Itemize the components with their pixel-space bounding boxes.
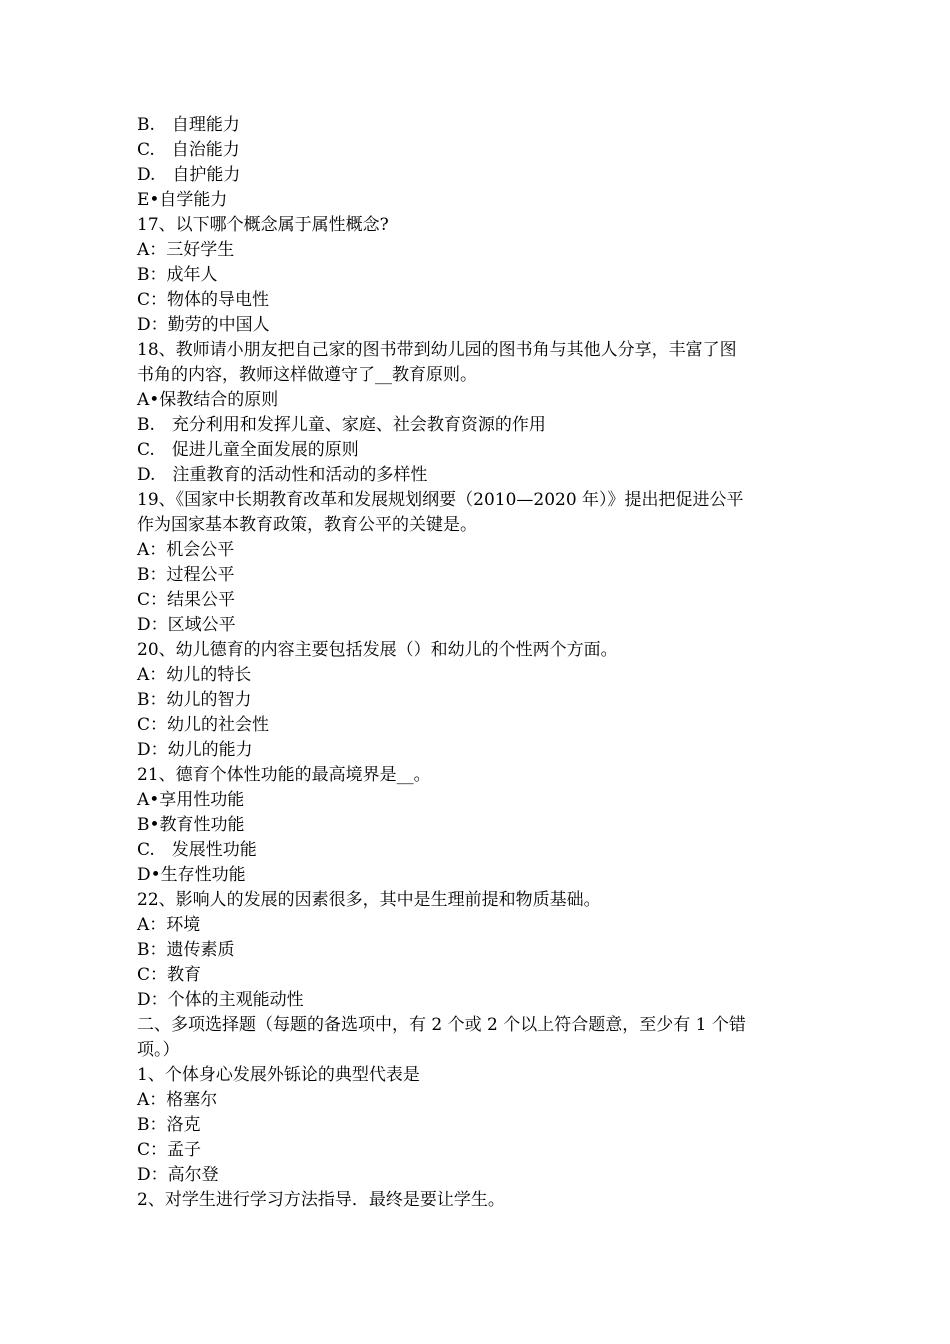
question-21: 21、德育个体性功能的最高境界是__。 xyxy=(137,765,431,785)
text-line: B：遗传素质 xyxy=(137,940,235,960)
question-17: 17、以下哪个概念属于属性概念? xyxy=(137,215,389,235)
text-line: D：区域公平 xyxy=(137,615,236,635)
text-line: C：教育 xyxy=(137,965,202,985)
document-text-body xyxy=(137,113,817,1213)
text-line: C. 自治能力 xyxy=(137,140,240,160)
text-line: D：勤劳的中国人 xyxy=(137,315,270,335)
text-line: C：结果公平 xyxy=(137,590,236,610)
text-line: A：环境 xyxy=(137,915,201,935)
question-18: 18、教师请小朋友把自己家的图书带到幼儿园的图书角与其他人分享，丰富了图 xyxy=(137,340,737,360)
text-line: C. 发展性功能 xyxy=(137,840,257,860)
section-heading-multiple-choice: 二、多项选择题（每题的备选项中，有 2 个或 2 个以上符合题意，至少有 1 个错 xyxy=(137,1015,746,1035)
text-line: B. 充分利用和发挥儿童、家庭、社会教育资源的作用 xyxy=(137,415,546,435)
text-line: C：幼儿的社会性 xyxy=(137,715,270,735)
text-line: D：高尔登 xyxy=(137,1165,219,1185)
question-19: 19、《国家中长期教育改革和发展规划纲要（2010—2020 年）》提出把促进公平 xyxy=(137,490,744,510)
text-line: B：成年人 xyxy=(137,265,218,285)
text-line: B. 自理能力 xyxy=(137,115,240,135)
text-line: 作为国家基本教育政策，教育公平的关键是。 xyxy=(137,515,477,535)
text-line: D•生存性功能 xyxy=(137,865,246,885)
text-line: 项。） xyxy=(137,1040,180,1060)
text-line: A：三好学生 xyxy=(137,240,235,260)
text-line: B：幼儿的智力 xyxy=(137,690,252,710)
text-line: B•教育性功能 xyxy=(137,815,245,835)
text-line: C. 促进儿童全面发展的原则 xyxy=(137,440,359,460)
text-line: D. 自护能力 xyxy=(137,165,241,185)
text-line: B：洛克 xyxy=(137,1115,201,1135)
text-line: C：物体的导电性 xyxy=(137,290,270,310)
question-20: 20、幼儿德育的内容主要包括发展（）和幼儿的个性两个方面。 xyxy=(137,640,618,660)
text-line: C：孟子 xyxy=(137,1140,202,1160)
text-line: 书角的内容，教师这样做遵守了__教育原则。 xyxy=(137,365,477,385)
text-line: E•自学能力 xyxy=(137,190,228,210)
text-line: D. 注重教育的活动性和活动的多样性 xyxy=(137,465,428,485)
text-line: D：幼儿的能力 xyxy=(137,740,253,760)
question-2: 2、对学生进行学习方法指导．最终是要让学生。 xyxy=(137,1190,505,1210)
question-1: 1、个体身心发展外铄论的典型代表是 xyxy=(137,1065,420,1085)
text-line: A：机会公平 xyxy=(137,540,235,560)
text-line: A•享用性功能 xyxy=(137,790,245,810)
text-line: B：过程公平 xyxy=(137,565,235,585)
question-22: 22、影响人的发展的因素很多，其中是生理前提和物质基础。 xyxy=(137,890,601,910)
text-line: A：格塞尔 xyxy=(137,1090,218,1110)
text-line: A：幼儿的特长 xyxy=(137,665,252,685)
text-line: A•保教结合的原则 xyxy=(137,390,279,410)
text-line: D：个体的主观能动性 xyxy=(137,990,304,1010)
